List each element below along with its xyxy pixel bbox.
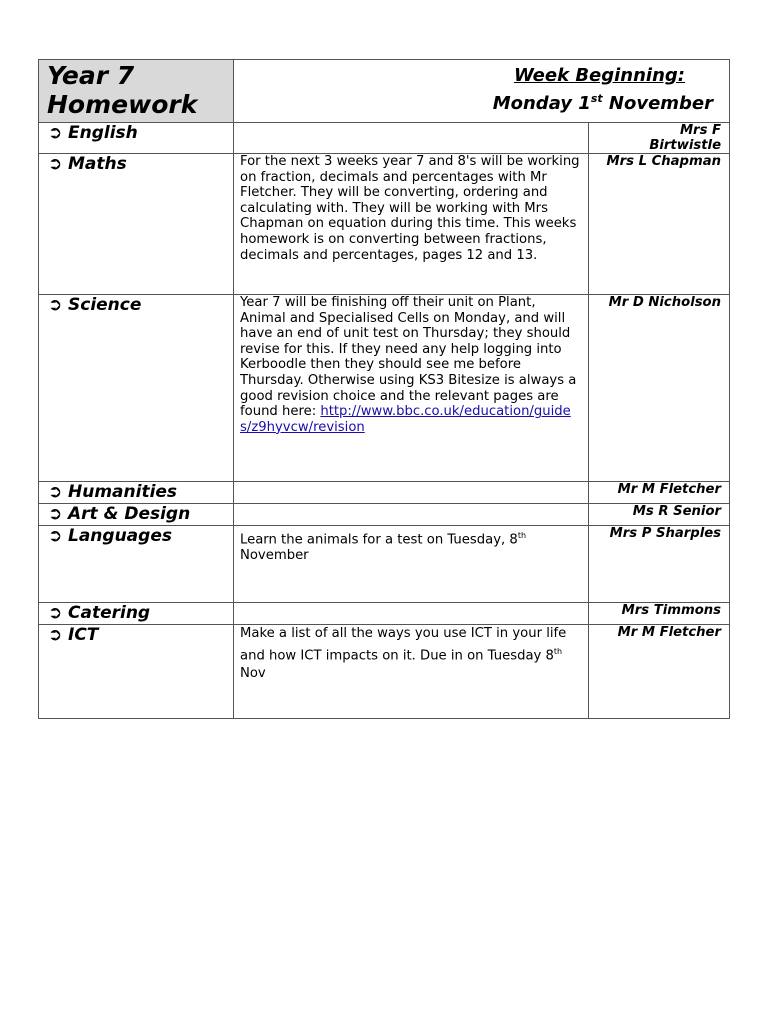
title-cell [39,60,234,123]
homework-cell [234,603,589,625]
circled-right-arrow-icon: ➲ [48,295,63,315]
subject-name: ICT [68,625,99,645]
homework-cell: Learn the animals for a test on Tuesday, 8th November [234,526,589,603]
teacher-name: Mr D Nicholson [608,295,722,310]
teacher-cell [589,154,730,295]
subject-name: Science [68,295,142,315]
homework-cell: Make a list of all the ways you use ICT in your life and how ICT impacts on it. Due in on Tuesday 8th Nov [234,625,589,719]
week-cell [234,60,730,123]
teacher-name: Mrs P Sharples [609,526,722,541]
subject-name: Maths [68,154,127,174]
teacher-name: Mr M Fletcher [617,482,722,497]
subject-name: Languages [68,526,172,546]
header-row [39,60,730,123]
bbc-bitesize-link[interactable]: http://www.bbc.co.uk/education/guides/z9hyvcw/revision [240,404,571,435]
circled-right-arrow-icon: ➲ [48,123,63,143]
subject-cell [39,603,234,625]
teacher-name: Ms R Senior [632,504,722,519]
circled-right-arrow-icon: ➲ [48,603,63,623]
teacher-name: Mrs Timmons [621,603,722,618]
subject-name: Catering [68,603,151,623]
homework-cell [234,123,589,154]
subject-name: Art & Design [68,504,191,524]
homework-sheet [38,59,729,719]
homework-text: Year 7 will be finishing off their unit on Plant, Animal and Specialised Cells on Monday, and will have an end of unit test on Thursday; they should revise for this. If they need any help logging into Kerboodle then they should see me before Thursday. Otherwise using KS3 Bitesize is always a good revision choice and the relevant pages are found here: [240,295,577,420]
subject-cell [39,295,234,482]
homework-cell: For the next 3 weeks year 7 and 8's will be working on fraction, decimals and percentages with Mr Fletcher. They will be converting, ordering and calculating with. They will be working with Mrs Chapman on equation during this time. This weeks homework is on converting between fractions, decimals and percentages, pages 12 and 13. [234,154,589,295]
teacher-cell [589,625,730,719]
table-row [39,526,730,603]
subject-name: English [68,123,138,143]
teacher-cell [589,526,730,603]
table-row [39,295,730,482]
homework-cell [234,504,589,526]
table-row [39,482,730,504]
title-line-1: Year 7 [47,61,135,90]
circled-right-arrow-icon: ➲ [48,526,63,546]
homework-cell [234,295,589,482]
table-row [39,625,730,719]
teacher-cell [589,123,730,154]
circled-right-arrow-icon: ➲ [48,625,63,645]
teacher-cell [589,504,730,526]
teacher-cell [589,603,730,625]
week-date: Monday 1st November [492,92,714,114]
teacher-cell [589,295,730,482]
subject-cell [39,504,234,526]
table-row [39,603,730,625]
homework-cell [234,482,589,504]
subject-cell [39,482,234,504]
teacher-name: Mrs L Chapman [606,154,722,169]
title-line-2: Homework [47,90,198,119]
subject-cell [39,154,234,295]
week-label: Week Beginning: [513,65,686,86]
subject-cell [39,625,234,719]
table-row [39,504,730,526]
teacher-name: Mr M Fletcher [617,625,722,640]
teacher-cell [589,482,730,504]
table-row [39,154,730,295]
page-title [39,60,233,119]
circled-right-arrow-icon: ➲ [48,482,63,502]
subject-cell [39,526,234,603]
circled-right-arrow-icon: ➲ [48,154,63,174]
teacher-name: Mrs F Birtwistle [649,123,722,153]
table-row [39,123,730,154]
homework-table [38,59,730,719]
subject-name: Humanities [68,482,178,502]
subject-cell [39,123,234,154]
circled-right-arrow-icon: ➲ [48,504,63,524]
